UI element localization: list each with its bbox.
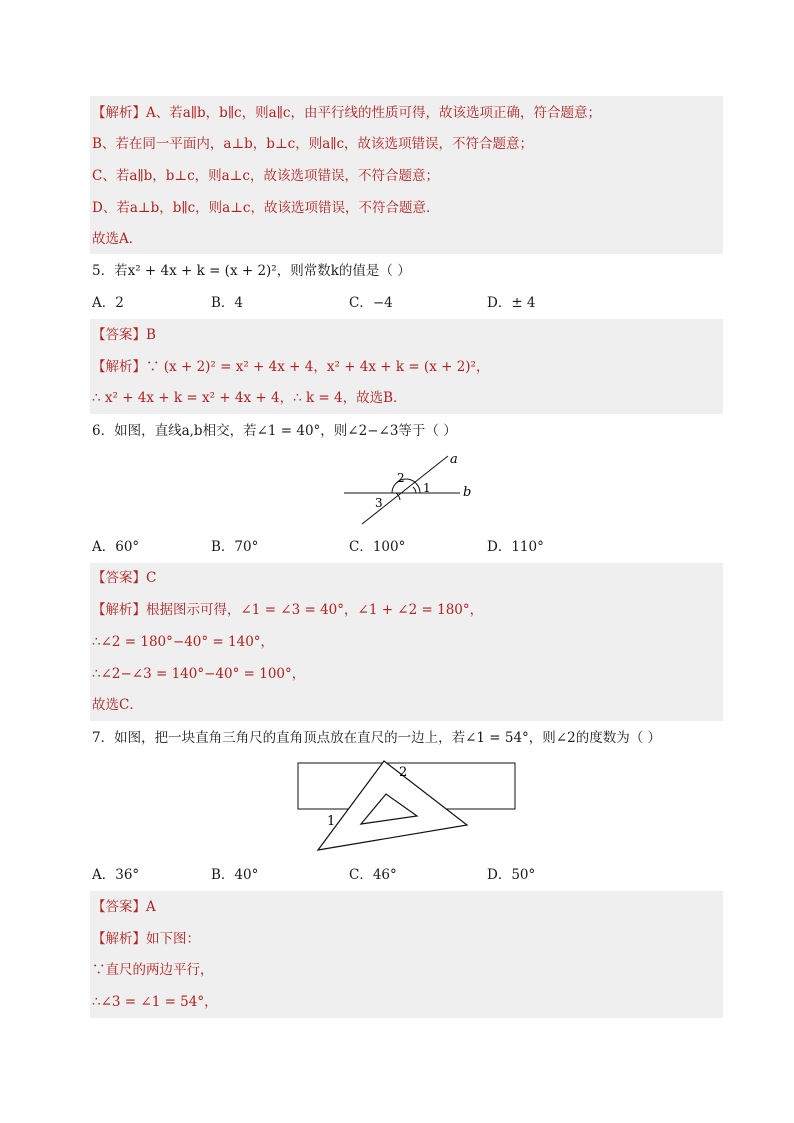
angle-1-arc — [413, 487, 416, 493]
label-2: 2 — [399, 765, 408, 780]
q5-analysis-line: ∴ x² + 4x + k = x² + 4x + 4，∴ k = 4，故选B． — [92, 390, 407, 406]
label-3: 3 — [375, 496, 383, 510]
q7-option-b: B．40° — [211, 867, 259, 883]
q7-option-c: C．46° — [349, 867, 397, 883]
q5-answer: 【答案】B — [92, 327, 156, 343]
q6-option-b: B．70° — [211, 539, 259, 555]
label-b: b — [463, 485, 472, 500]
q6-analysis-line: 故选C． — [92, 697, 143, 713]
q5-option-c: C．−4 — [349, 295, 393, 311]
analysis-line: 【解析】A、若a∥b，b∥c，则a∥c，由平行线的性质可得，故该选项正确，符合题意； — [92, 105, 601, 121]
label-2: 2 — [397, 471, 405, 485]
q7-figure-ruler-triangle — [295, 758, 520, 854]
label-1: 1 — [423, 481, 431, 495]
q6-analysis-line: ∴∠2−∠3 = 140°−40° = 100°， — [92, 666, 306, 682]
q6-analysis-line: 【解析】根据图示可得，∠1 = ∠3 = 40°，∠1 + ∠2 = 180°， — [92, 602, 484, 618]
q6-option-a: A．60° — [92, 539, 140, 555]
q7-option-a: A．36° — [92, 867, 140, 883]
q6-option-d: D．110° — [487, 539, 544, 555]
analysis-line: C、若a∥b，b⊥c，则a⊥c，故该选项错误，不符合题意； — [92, 168, 439, 184]
q6-figure-intersecting-lines — [340, 450, 480, 530]
analysis-line: 故选A． — [92, 231, 143, 247]
q7-analysis-line: ∵直尺的两边平行， — [92, 962, 214, 978]
q7-option-d: D．50° — [487, 867, 536, 883]
q7-analysis-line: 【解析】如下图： — [92, 931, 200, 947]
q5-option-a: A．2 — [92, 295, 124, 311]
q5-analysis-line: 【解析】∵ (x + 2)² = x² + 4x + 4，x² + 4x + k = (x + 2)²， — [92, 359, 490, 375]
q6-analysis-line: ∴∠2 = 180°−40° = 140°， — [92, 634, 275, 650]
question-6-stem: 6．如图，直线a,b相交，若∠1 = 40°，则∠2−∠3等于（ ） — [92, 423, 457, 439]
q7-analysis-line: ∴∠3 = ∠1 = 54°， — [92, 994, 218, 1010]
q6-option-c: C．100° — [349, 539, 406, 555]
question-5-stem: 5．若x² + 4x + k = (x + 2)²，则常数k的值是（ ） — [92, 263, 411, 279]
q6-answer: 【答案】C — [92, 570, 157, 586]
label-a: a — [450, 452, 458, 467]
label-1: 1 — [327, 814, 336, 829]
q7-answer: 【答案】A — [92, 899, 156, 915]
q5-option-b: B．4 — [211, 295, 244, 311]
q5-option-d: D．± 4 — [487, 295, 536, 311]
analysis-line: B、若在同一平面内，a⊥b，b⊥c，则a∥c，故该选项错误，不符合题意； — [92, 136, 534, 152]
line-a — [362, 456, 448, 524]
question-7-stem: 7．如图，把一块直角三角尺的直角顶点放在直尺的一边上，若∠1 = 54°，则∠2的度数为（ ） — [92, 730, 662, 746]
analysis-line: D、若a⊥b，b∥c，则a⊥c，故该选项错误，不符合题意． — [92, 200, 440, 216]
